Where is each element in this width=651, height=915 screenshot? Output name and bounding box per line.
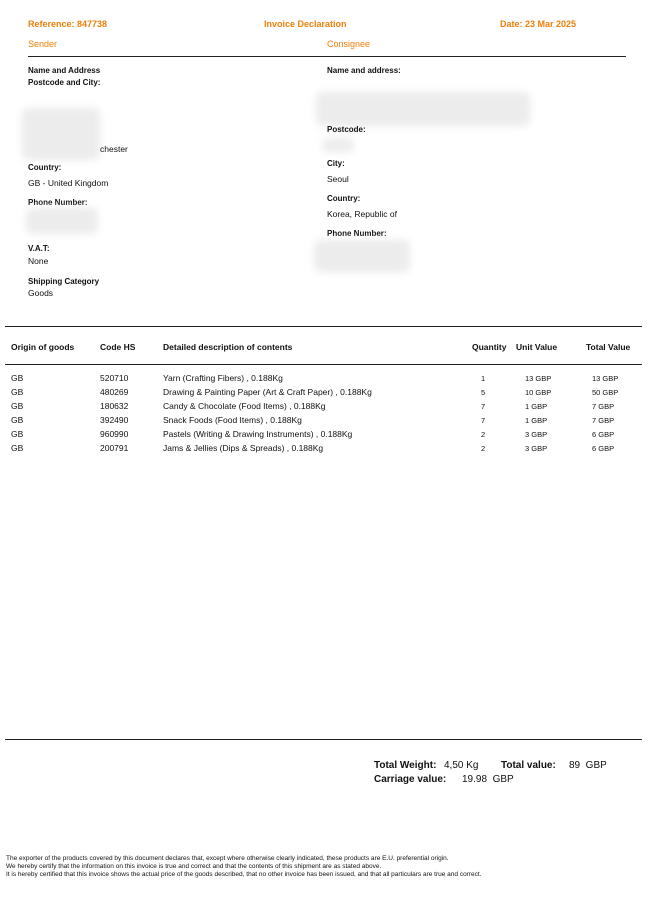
row-description: Pastels (Writing & Drawing Instruments) , 0.188Kg <box>163 429 353 439</box>
sender-city-partial: chester <box>100 144 128 154</box>
consignee-heading: Consignee <box>327 39 371 49</box>
sender-phone-label: Phone Number: <box>28 198 88 207</box>
consignee-phone-label: Phone Number: <box>327 229 387 238</box>
consignee-city-label: City: <box>327 159 345 168</box>
row-code: 200791 <box>100 443 129 453</box>
row-origin: GB <box>11 387 24 397</box>
table-bottom-rule <box>5 739 642 740</box>
row-unit-value: 10 GBP <box>525 388 552 397</box>
total-value-amount: 89 GBP <box>569 760 607 771</box>
row-description: Jams & Jellies (Dips & Spreads) , 0.188Kg <box>163 443 324 453</box>
row-total-value: 13 GBP <box>592 374 619 383</box>
consignee-country-label: Country: <box>327 194 361 203</box>
redacted-consignee-postcode <box>322 138 354 152</box>
col-header-origin: Origin of goods <box>11 342 75 352</box>
row-unit-value: 13 GBP <box>525 374 552 383</box>
row-unit-value: 1 GBP <box>525 416 548 425</box>
col-header-quantity: Quantity <box>472 342 507 352</box>
row-quantity: 1 <box>481 374 486 383</box>
row-description: Snack Foods (Food Items) , 0.188Kg <box>163 415 302 425</box>
row-quantity: 2 <box>481 444 486 453</box>
sender-heading: Sender <box>28 39 58 49</box>
vat-value: None <box>28 256 49 266</box>
row-origin: GB <box>11 415 24 425</box>
total-weight-value: 4,50 Kg <box>444 760 479 771</box>
sender-name-label: Name and Address <box>28 66 101 75</box>
consignee-city: Seoul <box>327 174 349 184</box>
sender-country: GB - United Kingdom <box>28 178 109 188</box>
sender-postcode-label: Postcode and City: <box>28 78 101 87</box>
row-quantity: 2 <box>481 430 486 439</box>
row-description: Yarn (Crafting Fibers) , 0.188Kg <box>163 373 283 383</box>
row-total-value: 7 GBP <box>592 402 615 411</box>
row-total-value: 6 GBP <box>592 430 615 439</box>
row-unit-value: 1 GBP <box>525 402 548 411</box>
row-origin: GB <box>11 373 24 383</box>
row-quantity: 7 <box>481 402 486 411</box>
footer-declaration-2: We hereby certify that the information on this invoice is true and correct and that the contents of this shipment are as stated above. <box>6 863 382 870</box>
row-code: 960990 <box>100 429 129 439</box>
shipping-category-label: Shipping Category <box>28 277 100 286</box>
row-code: 180632 <box>100 401 129 411</box>
row-total-value: 7 GBP <box>592 416 615 425</box>
col-header-code: Code HS <box>100 342 136 352</box>
footer-declaration-1: The exporter of the products covered by this document declares that, except where otherwise clearly indicated, these products are E.U. preferential origin. <box>6 855 449 862</box>
row-origin: GB <box>11 443 24 453</box>
consignee-name-label: Name and address: <box>327 66 401 75</box>
row-unit-value: 3 GBP <box>525 444 548 453</box>
carriage-value-label: Carriage value: <box>374 774 447 785</box>
redacted-consignee-address <box>316 92 530 126</box>
footer-declaration-3: It is hereby certified that this invoice shows the actual price of the goods described, that no other invoice has been issued, and that all particulars are true and correct. <box>6 871 482 878</box>
row-description: Drawing & Painting Paper (Art & Craft Paper) , 0.188Kg <box>163 387 372 397</box>
document-date: Date: 23 Mar 2025 <box>500 19 577 29</box>
col-header-description: Detailed description of contents <box>163 342 293 352</box>
row-quantity: 5 <box>481 388 486 397</box>
consignee-country: Korea, Republic of <box>327 209 397 219</box>
row-total-value: 6 GBP <box>592 444 615 453</box>
row-description: Candy & Chocolate (Food Items) , 0.188Kg <box>163 401 326 411</box>
row-unit-value: 3 GBP <box>525 430 548 439</box>
table-header-rule <box>5 364 642 365</box>
row-code: 480269 <box>100 387 129 397</box>
row-origin: GB <box>11 429 24 439</box>
total-weight-label: Total Weight: <box>374 760 437 771</box>
carriage-value-amount: 19.98 GBP <box>462 774 514 785</box>
row-code: 520710 <box>100 373 129 383</box>
vat-label: V.A.T: <box>28 244 50 253</box>
sender-country-label: Country: <box>28 163 62 172</box>
redacted-sender-address <box>22 108 100 160</box>
redacted-sender-phone <box>26 208 98 234</box>
document-title: Invoice Declaration <box>264 19 347 29</box>
shipping-category-value: Goods <box>28 288 54 298</box>
table-top-rule <box>5 326 642 327</box>
row-total-value: 50 GBP <box>592 388 619 397</box>
total-value-label: Total value: <box>501 760 556 771</box>
row-origin: GB <box>11 401 24 411</box>
consignee-postcode-label: Postcode: <box>327 125 366 134</box>
reference-number: Reference: 847738 <box>28 19 108 29</box>
redacted-consignee-phone <box>314 240 410 272</box>
row-quantity: 7 <box>481 416 486 425</box>
header-divider <box>28 56 626 57</box>
row-code: 392490 <box>100 415 129 425</box>
col-header-unit-value: Unit Value <box>516 342 558 352</box>
col-header-total-value: Total Value <box>586 342 631 352</box>
